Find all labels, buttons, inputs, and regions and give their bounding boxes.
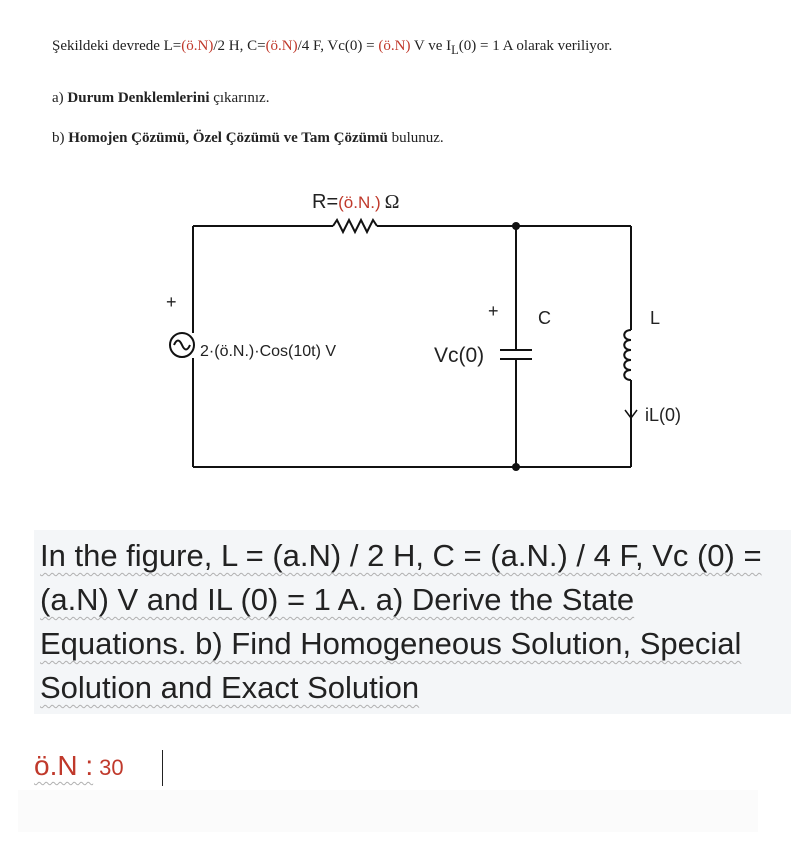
student-number [34, 750, 124, 782]
il-label: iL(0) [645, 405, 682, 425]
part-a-label: a) [52, 90, 68, 106]
text-cursor [162, 750, 163, 786]
r-label: R=(ö.N.) Ω [312, 191, 400, 213]
text-il-suffix: (0) = 1 A olarak veriliyor. [458, 38, 613, 54]
vc-value: (ö.N) [378, 38, 411, 54]
source-label: 2·(ö.N.)·Cos(10t) V [200, 343, 337, 360]
resistor-zigzag [333, 220, 377, 232]
cap-label: C [538, 308, 551, 328]
translation-text: In the figure, L = (a.N) / 2 H, C = (a.N.) / 4 F, Vc (0) = (a.N) V and IL (0) = 1 A. a) Derive the State Equations. b) Find Homogeneous Solution, Special Solution and Exact Solution [34, 530, 791, 714]
junction-top [512, 222, 520, 230]
part-b [52, 130, 444, 147]
problem-line-1 [52, 38, 612, 58]
part-b-rest: bulunuz. [387, 130, 444, 146]
part-a [52, 90, 269, 107]
part-a-bold: Durum Denklemlerini [67, 90, 210, 106]
inductor-coil [624, 330, 631, 380]
junction-bottom [512, 463, 520, 471]
faded-footer [18, 790, 758, 832]
circuit-diagram [0, 170, 803, 490]
source-plus: + [166, 292, 177, 312]
student-number-label: ö.N : [34, 750, 94, 781]
text-l-suffix: /2 H, C= [213, 38, 266, 54]
student-number-value: 30 [99, 755, 124, 780]
part-b-label: b) [52, 130, 69, 146]
text-l-prefix: Şekildeki devrede L= [52, 38, 182, 54]
text-c-suffix: /4 F, Vc(0) = [297, 38, 379, 54]
part-b-bold: Homojen Çözümü, Özel Çözümü ve Tam Çözümü [68, 130, 388, 146]
part-a-rest: çıkarınız. [209, 90, 270, 106]
c-value: (ö.N) [265, 38, 298, 54]
text-vc-suffix: V ve I [410, 38, 452, 54]
il-arrow [625, 404, 637, 418]
inductor-label: L [650, 308, 661, 328]
vc-label: Vc(0) [434, 344, 485, 367]
cap-plus: + [488, 301, 499, 321]
il-subscript: L [451, 43, 459, 57]
l-value: (ö.N) [181, 38, 214, 54]
